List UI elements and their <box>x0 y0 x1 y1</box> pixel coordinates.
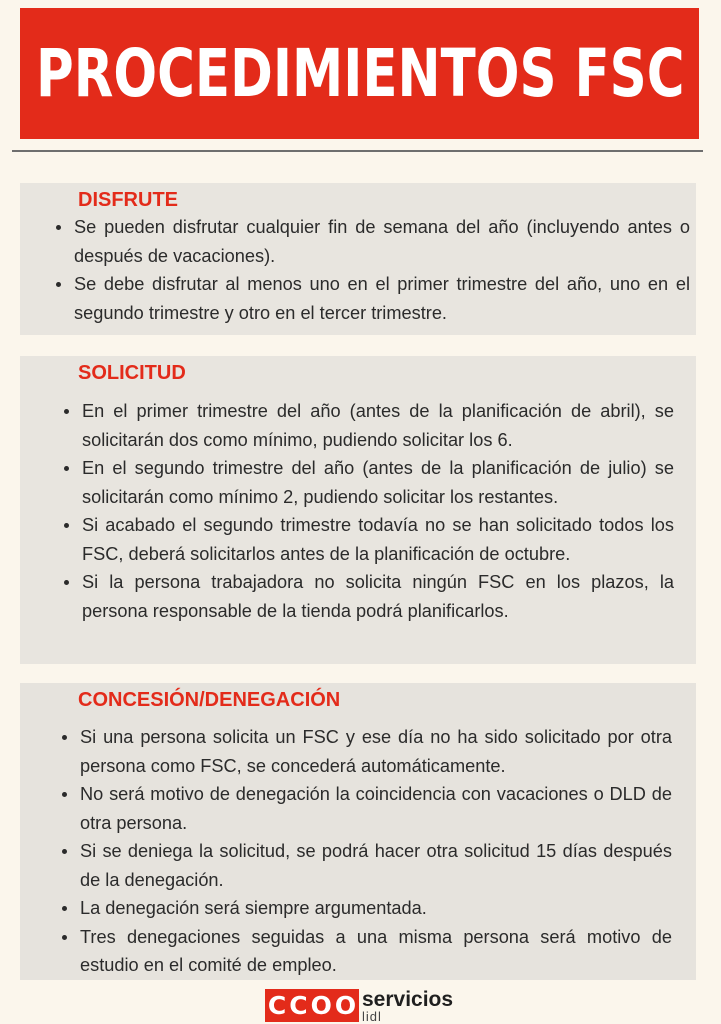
bullet-icon <box>64 409 69 414</box>
list-item-text: Si la persona trabajadora no solicita ningún FSC en los plazos, la persona responsable de la tienda podrá planificarlos. <box>82 572 674 621</box>
list-item-text: En el primer trimestre del año (antes de la planificación de abril), se solicitarán dos como mínimo, pudiendo solicitar los 6. <box>82 401 674 450</box>
logo-letter: C <box>289 991 308 1020</box>
bullet-icon <box>62 906 67 911</box>
bullet-list <box>62 723 672 980</box>
list-item-text: No será motivo de denegación la coincidencia con vacaciones o DLD de otra persona. <box>80 784 672 833</box>
ccoo-logo <box>265 989 453 1023</box>
list-item-text: Se debe disfrutar al menos uno en el primer trimestre del año, uno en el segundo trimestre y otro en el tercer trimestre. <box>74 274 690 323</box>
list-item <box>56 270 690 327</box>
bullet-list <box>64 397 674 625</box>
list-item <box>62 894 672 923</box>
list-item-text: Si acabado el segundo trimestre todavía no se han solicitado todos los FSC, deberá solicitarlos antes de la planificación de octubre. <box>82 515 674 564</box>
logo-letter: C <box>267 991 287 1020</box>
bullet-icon <box>62 792 67 797</box>
brand-main: servicios <box>362 988 454 1011</box>
bullet-icon <box>62 935 67 940</box>
logo-letter: O <box>310 991 332 1020</box>
page-title: PROCEDIMIENTOS FSC <box>36 35 685 112</box>
title-banner <box>20 8 699 139</box>
list-item <box>56 213 690 270</box>
logo-letter: O <box>334 991 357 1020</box>
ccoo-logo-mark <box>265 989 359 1022</box>
list-item-text: Tres denegaciones seguidas a una misma persona será motivo de estudio en el comité de empleo. <box>80 926 672 975</box>
bullet-icon <box>56 225 61 230</box>
bullet-icon <box>64 523 69 528</box>
bullet-icon <box>56 282 61 287</box>
section-concesion-denegacion <box>20 683 696 980</box>
section-heading: CONCESIÓN/DENEGACIÓN <box>78 689 341 711</box>
brand-sub: lidl <box>362 1009 382 1024</box>
list-item <box>64 511 674 568</box>
list-item-text: Si una persona solicita un FSC y ese día no ha sido solicitado por otra persona como FSC, se concederá automáticamente. <box>80 727 672 776</box>
list-item-text: La denegación será siempre argumentada. <box>80 898 427 918</box>
list-item-text: Se pueden disfrutar cualquier fin de semana del año (incluyendo antes o después de vacaciones). <box>74 217 690 266</box>
list-item <box>62 723 672 780</box>
list-item <box>64 397 674 454</box>
bullet-icon <box>62 849 67 854</box>
brand-text <box>362 989 453 1023</box>
bullet-list <box>56 213 690 327</box>
list-item-text: En el segundo trimestre del año (antes de la planificación de julio) se solicitarán como mínimo 2, pudiendo solicitar los restantes. <box>82 458 674 507</box>
bullet-icon <box>64 580 69 585</box>
list-item <box>64 568 674 625</box>
section-disfrute <box>20 183 696 335</box>
list-item <box>64 454 674 511</box>
list-item-text: Si se deniega la solicitud, se podrá hacer otra solicitud 15 días después de la denegación. <box>80 841 672 890</box>
section-heading: SOLICITUD <box>78 362 186 384</box>
bullet-icon <box>64 466 69 471</box>
list-item <box>62 780 672 837</box>
section-solicitud <box>20 356 696 664</box>
list-item <box>62 837 672 894</box>
section-heading: DISFRUTE <box>78 189 178 211</box>
bullet-icon <box>62 735 67 740</box>
list-item <box>62 923 672 980</box>
divider <box>12 150 703 152</box>
